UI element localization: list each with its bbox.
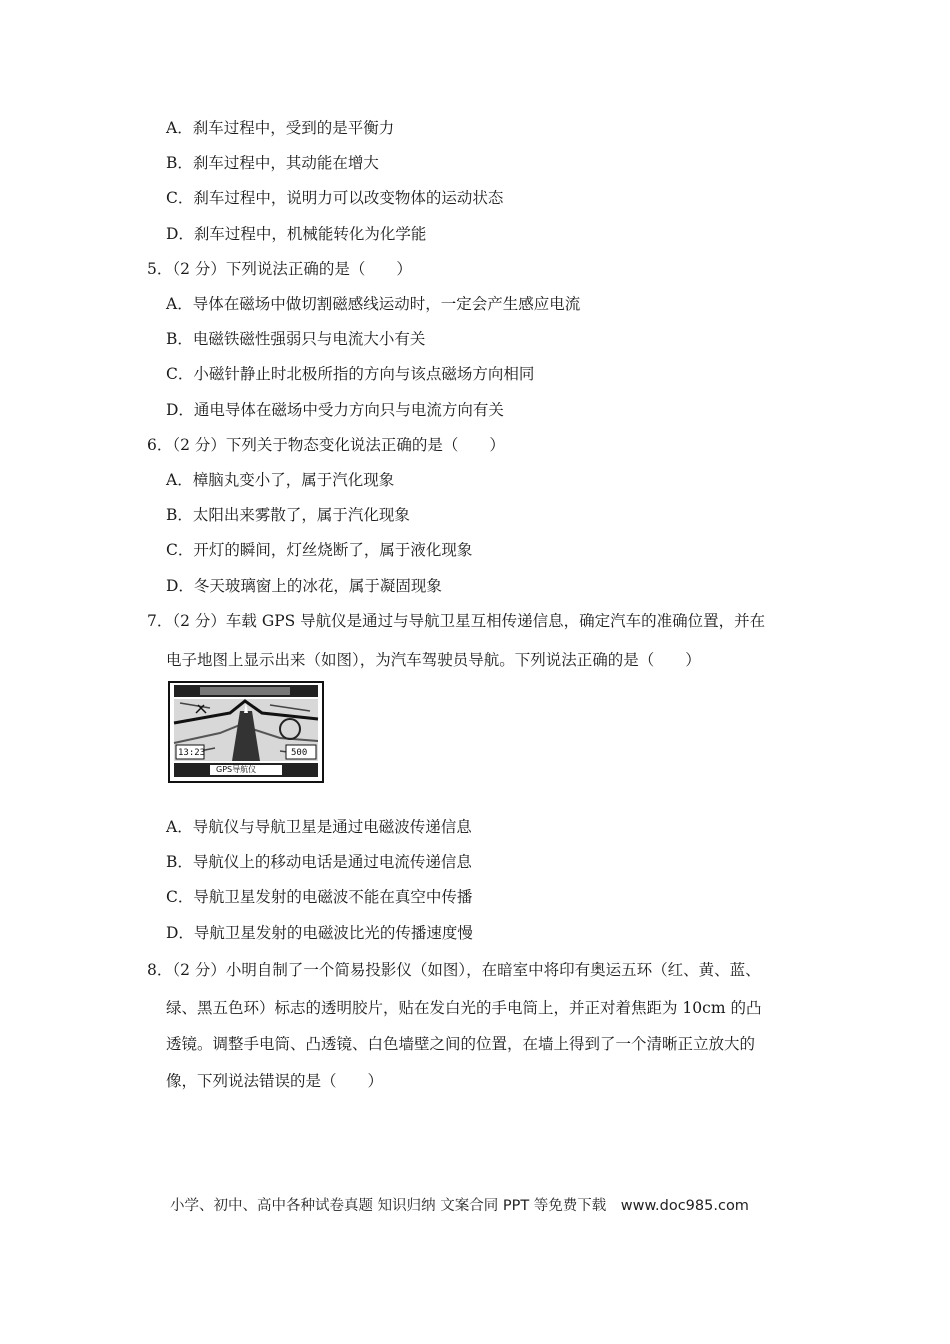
q6-option-c: C．开灯的瞬间，灯丝烧断了，属于液化现象 [166, 541, 473, 559]
q6-stem: 6．（2 分）下列关于物态变化说法正确的是（ ） [147, 436, 505, 454]
gps-distance: 500 [291, 748, 308, 758]
q6-option-b: B．太阳出来雾散了，属于汽化现象 [166, 506, 410, 524]
gps-navigator-figure [168, 681, 324, 783]
gps-clock: 13:23 [178, 748, 206, 758]
q5-option-c: C．小磁针静止时北极所指的方向与该点磁场方向相同 [166, 365, 535, 383]
q5-option-d: D．通电导体在磁场中受力方向只与电流方向有关 [166, 401, 504, 419]
q8-stem-line2: 绿、黑五色环）标志的透明胶片，贴在发白光的手电筒上，并正对着焦距为 10cm 的凸 [166, 999, 762, 1017]
q7-stem-line1: 7．（2 分）车载 GPS 导航仪是通过与导航卫星互相传递信息，确定汽车的准确位置，并在 [147, 612, 766, 630]
q8-stem-line3: 透镜。调整手电筒、凸透镜、白色墙壁之间的位置，在墙上得到了一个清晰正立放大的 [166, 1035, 756, 1053]
q6-option-d: D．冬天玻璃窗上的冰花，属于凝固现象 [166, 577, 442, 595]
q4-option-c: C．刹车过程中，说明力可以改变物体的运动状态 [166, 189, 504, 207]
q7-stem-line2: 电子地图上显示出来（如图），为汽车驾驶员导航。下列说法正确的是（ ） [166, 651, 701, 669]
q4-option-b: B．刹车过程中，其动能在增大 [166, 154, 379, 172]
page-footer: 小学、初中、高中各种试卷真题 知识归纳 文案合同 PPT 等免费下载 www.doc985.com [170, 1198, 749, 1214]
q6-option-a: A．樟脑丸变小了，属于汽化现象 [166, 471, 395, 489]
q7-option-a: A．导航仪与导航卫星是通过电磁波传递信息 [166, 818, 472, 836]
q8-stem-line1: 8．（2 分）小明自制了一个简易投影仪（如图），在暗室中将印有奥运五环（红、黄、蓝、 [147, 961, 761, 979]
q5-option-a: A．导体在磁场中做切割磁感线运动时，一定会产生感应电流 [166, 295, 581, 313]
gps-caption: GPS导航仪 [216, 765, 257, 774]
q7-option-c: C．导航卫星发射的电磁波不能在真空中传播 [166, 888, 473, 906]
q4-option-d: D．刹车过程中，机械能转化为化学能 [166, 225, 427, 243]
q5-option-b: B．电磁铁磁性强弱只与电流大小有关 [166, 330, 426, 348]
q7-option-b: B．导航仪上的移动电话是通过电流传递信息 [166, 853, 472, 871]
q7-option-d: D．导航卫星发射的电磁波比光的传播速度慢 [166, 924, 473, 942]
q5-stem: 5．（2 分）下列说法正确的是（ ） [147, 260, 412, 278]
q8-stem-line4: 像，下列说法错误的是（ ） [166, 1072, 384, 1090]
q4-option-a: A．刹车过程中，受到的是平衡力 [166, 119, 395, 137]
